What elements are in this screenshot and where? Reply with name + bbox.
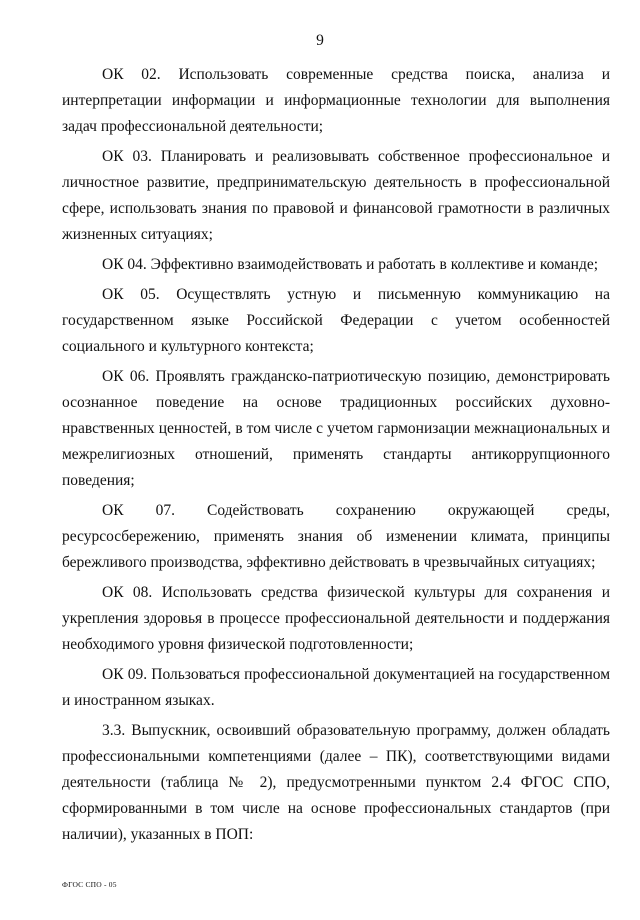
competency-ok09: ОК 09. Пользоваться профессиональной документацией на государственном и иностранном языках. (62, 666, 610, 709)
page-number: 9 (316, 32, 324, 49)
competency-ok02: ОК 02. Использовать современные средства поиска, анализа и интерпретации информации и информационные технологии для выполнения задач профессиональной деятельности; (62, 66, 610, 135)
competency-ok06: ОК 06. Проявлять гражданско-патриотическую позицию, демонстрировать осознанное поведение на основе традиционных российских духовно-нравственных ценностей, в том числе с учетом гармонизации межнациональных и межрелигиозных отношений, применять стандарты антикоррупционного поведения; (62, 368, 610, 489)
competency-ok08: ОК 08. Использовать средства физической культуры для сохранения и укрепления здоровья в процессе профессиональной деятельности и поддержания необходимого уровня физической подготовленности; (62, 584, 610, 653)
footer-label: ФГОС СПО - 05 (62, 880, 117, 889)
competency-ok04: ОК 04. Эффективно взаимодействовать и работать в коллективе и команде; (102, 256, 599, 273)
section-3-3-paragraph: 3.3. Выпускник, освоивший образовательную программу, должен обладать профессиональными компетенциями (далее – ПК), соответствующими видами деятельности (таблица № 2), предусмотренными пунктом 2.4 ФГОС СПО, сформированными в том числе на основе профессиональных стандартов (при наличии), указанных в ПОП: (62, 722, 610, 843)
competency-ok07: ОК 07. Содействовать сохранению окружающей среды, ресурсосбережению, применять знания об изменении климата, принципы бережливого производства, эффективно действовать в чрезвычайных ситуациях; (62, 502, 610, 571)
document-body (62, 62, 610, 852)
competency-ok03: ОК 03. Планировать и реализовывать собственное профессиональное и личностное развитие, предпринимательскую деятельность в профессиональной сфере, использовать знания по правовой и финансовой грамотности в различных жизненных ситуациях; (62, 148, 610, 243)
competency-ok05: ОК 05. Осуществлять устную и письменную коммуникацию на государственном языке Российской Федерации с учетом особенностей социального и культурного контекста; (62, 286, 610, 355)
